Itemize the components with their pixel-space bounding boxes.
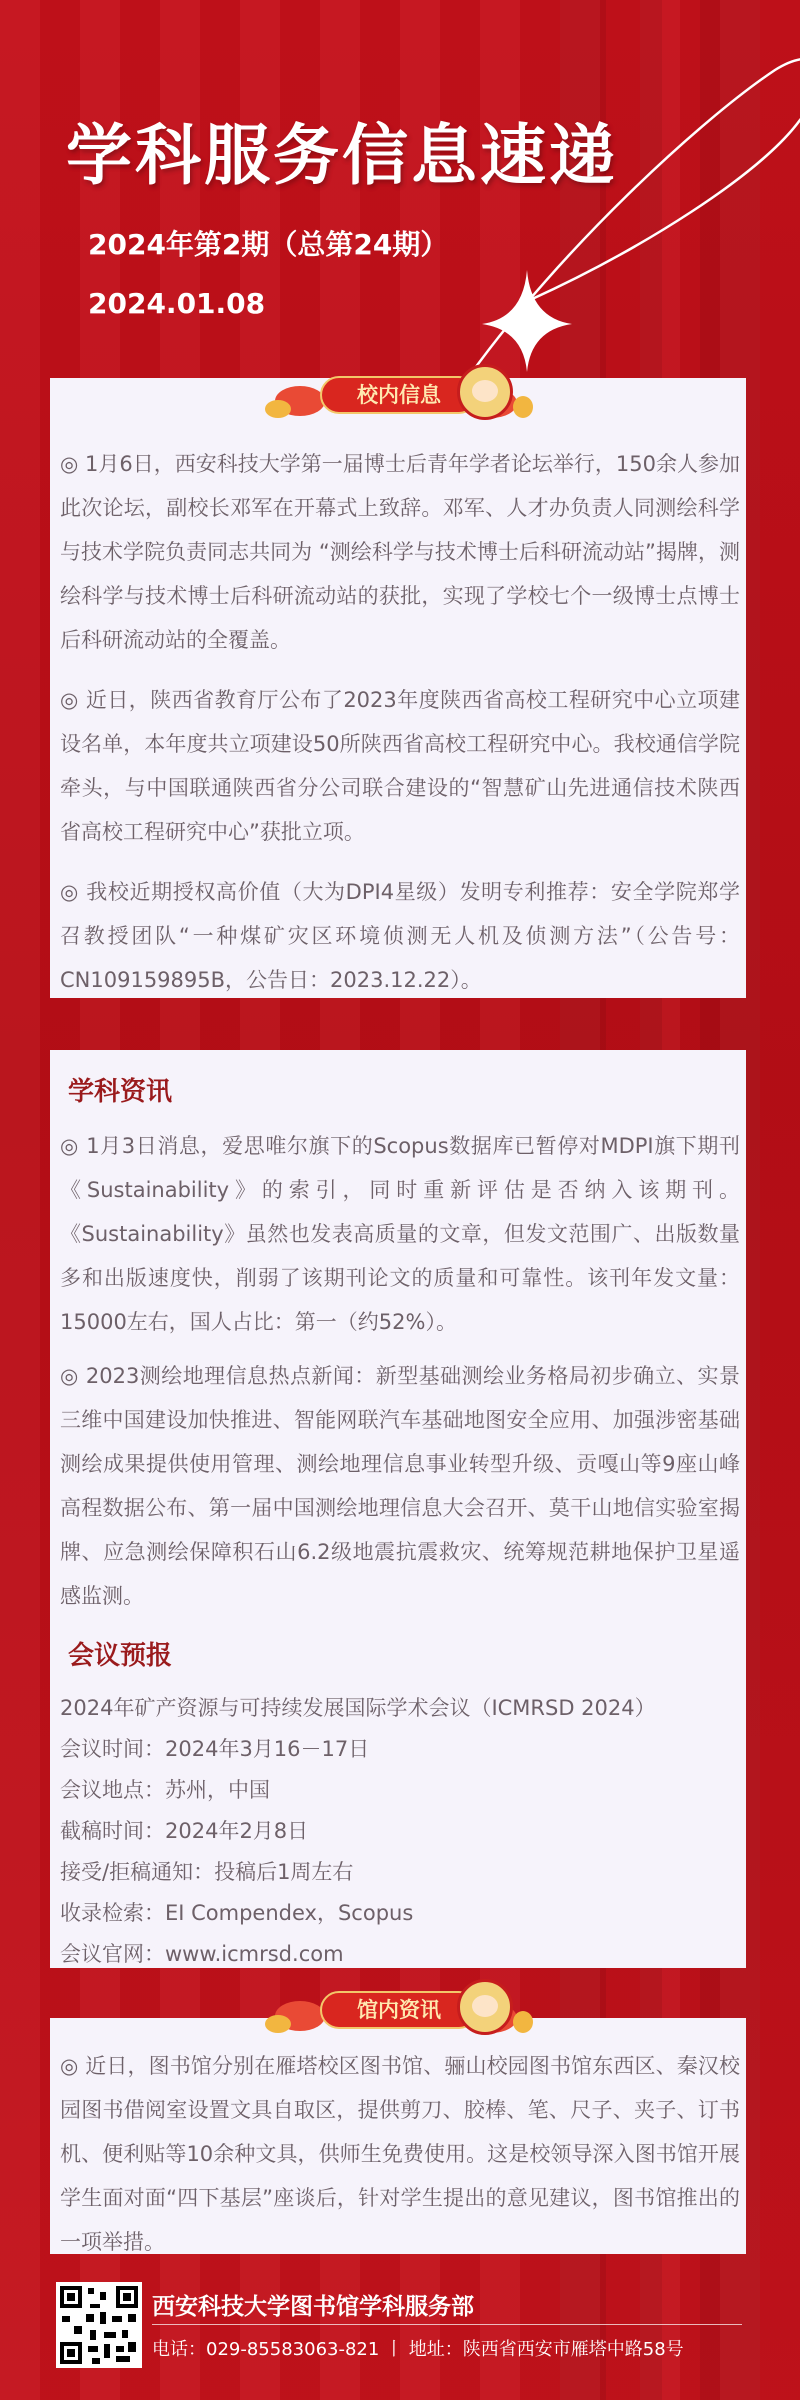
conference-name: 2024年矿产资源与可持续发展国际学术会议（ICMRSD 2024） xyxy=(60,1696,656,1720)
discipline-news-heading: 学科资讯 xyxy=(68,1077,173,1107)
banner-label: 馆内资讯 xyxy=(357,1998,441,2022)
footer xyxy=(0,2260,800,2400)
conference-website[interactable]: 会议官网：www.icmrsd.com xyxy=(60,1942,344,1966)
lantern-decoration xyxy=(513,396,533,418)
page-title: 学科服务信息速递 xyxy=(66,117,618,194)
lantern-decoration xyxy=(513,2011,533,2033)
qr-code-icon[interactable] xyxy=(56,2282,142,2368)
conference-time: 会议时间：2024年3月16－17日 xyxy=(60,1737,370,1761)
campus-news-banner xyxy=(265,360,533,426)
conference-location: 会议地点：苏州，中国 xyxy=(60,1778,270,1802)
news-item: ◎ 2023测绘地理信息热点新闻：新型基础测绘业务格局初步确立、实景三维中国建设加快推进、智能网联汽车基础地图安全应用、加强涉密基础测绘成果提供使用管理、测绘地理信息事业转型升级、贡嘎山等9座山峰高程数据公布、第一届中国测绘地理信息大会召开、莫干山地信实验室揭牌、应急测绘保障积石山6.2级地震抗震救灾、统筹规范耕地保护卫星遥感监测。 xyxy=(60,1364,740,1608)
footer-divider xyxy=(152,2324,742,2325)
banner-label: 校内信息 xyxy=(357,383,441,407)
conference-heading: 会议预报 xyxy=(68,1641,173,1671)
issue-date: 2024.01.08 xyxy=(88,287,266,320)
conference-deadline: 截稿时间：2024年2月8日 xyxy=(60,1819,309,1843)
issue-number: 2024年第2期（总第24期） xyxy=(88,228,449,261)
organization-name: 西安科技大学图书馆学科服务部 xyxy=(152,2294,474,2320)
news-item: ◎ 我校近期授权高价值（大为DPI4星级）发明专利推荐：安全学院郑学召教授团队“一种煤矿灾区环境侦测无人机及侦测方法”（公告号：CN109159895B，公告日：2023.12.22）。 xyxy=(60,880,740,992)
library-news-banner xyxy=(265,1975,533,2041)
news-item: ◎ 近日，陕西省教育厅公布了2023年度陕西省高校工程研究中心立项建设名单，本年度共立项建设50所陕西省高校工程研究中心。我校通信学院牵头，与中国联通陕西省分公司联合建设的“智慧矿山先进通信技术陕西省高校工程研究中心”获批立项。 xyxy=(60,688,740,844)
fortune-god-face xyxy=(472,380,498,402)
conference-notification: 接受/拒稿通知：投稿后1周左右 xyxy=(60,1860,354,1884)
swoosh-decoration xyxy=(0,0,800,420)
library-news-card xyxy=(50,2018,746,2254)
news-item: ◎ 1月6日，西安科技大学第一届博士后青年学者论坛举行，150余人参加此次论坛，副校长邓军在开幕式上致辞。邓军、人才办负责人同测绘科学与技术学院负责同志共同为 “测绘科学与技术博士后科研流动站”揭牌，测绘科学与技术博士后科研流动站的获批，实现了学校七个一级博士点博士后科研流动站的全覆盖。 xyxy=(60,452,740,652)
contact-info: 电话：029-85583063-821 丨 地址：陕西省西安市雁塔中路58号 xyxy=(152,2339,684,2360)
fortune-god-face xyxy=(472,1995,498,2017)
coin-decoration xyxy=(265,400,291,418)
conference-indexing: 收录检索：EI Compendex，Scopus xyxy=(60,1901,414,1925)
news-item: ◎ 1月3日消息，爱思唯尔旗下的Scopus数据库已暂停对MDPI旗下期刊《Sustainability》的索引，同时重新评估是否纳入该期刊。《Sustainability》虽然也发表高质量的文章，但发文范围广、出版数量多和出版速度快，削弱了该期刊论文的质量和可靠性。该刊年发文量：15000左右，国人占比：第一（约52%）。 xyxy=(60,1134,740,1334)
news-item: ◎ 近日，图书馆分别在雁塔校区图书馆、骊山校园图书馆东西区、秦汉校园图书借阅室设置文具自取区，提供剪刀、胶棒、笔、尺子、夹子、订书机、便利贴等10余种文具，供师生免费使用。这是校领导深入图书馆开展学生面对面“四下基层”座谈后，针对学生提出的意见建议，图书馆推出的一项举措。 xyxy=(60,2054,740,2254)
discipline-news-card xyxy=(50,1050,746,1968)
campus-news-card xyxy=(50,378,746,998)
coin-decoration xyxy=(265,2015,291,2033)
conference-details xyxy=(60,1688,740,1975)
